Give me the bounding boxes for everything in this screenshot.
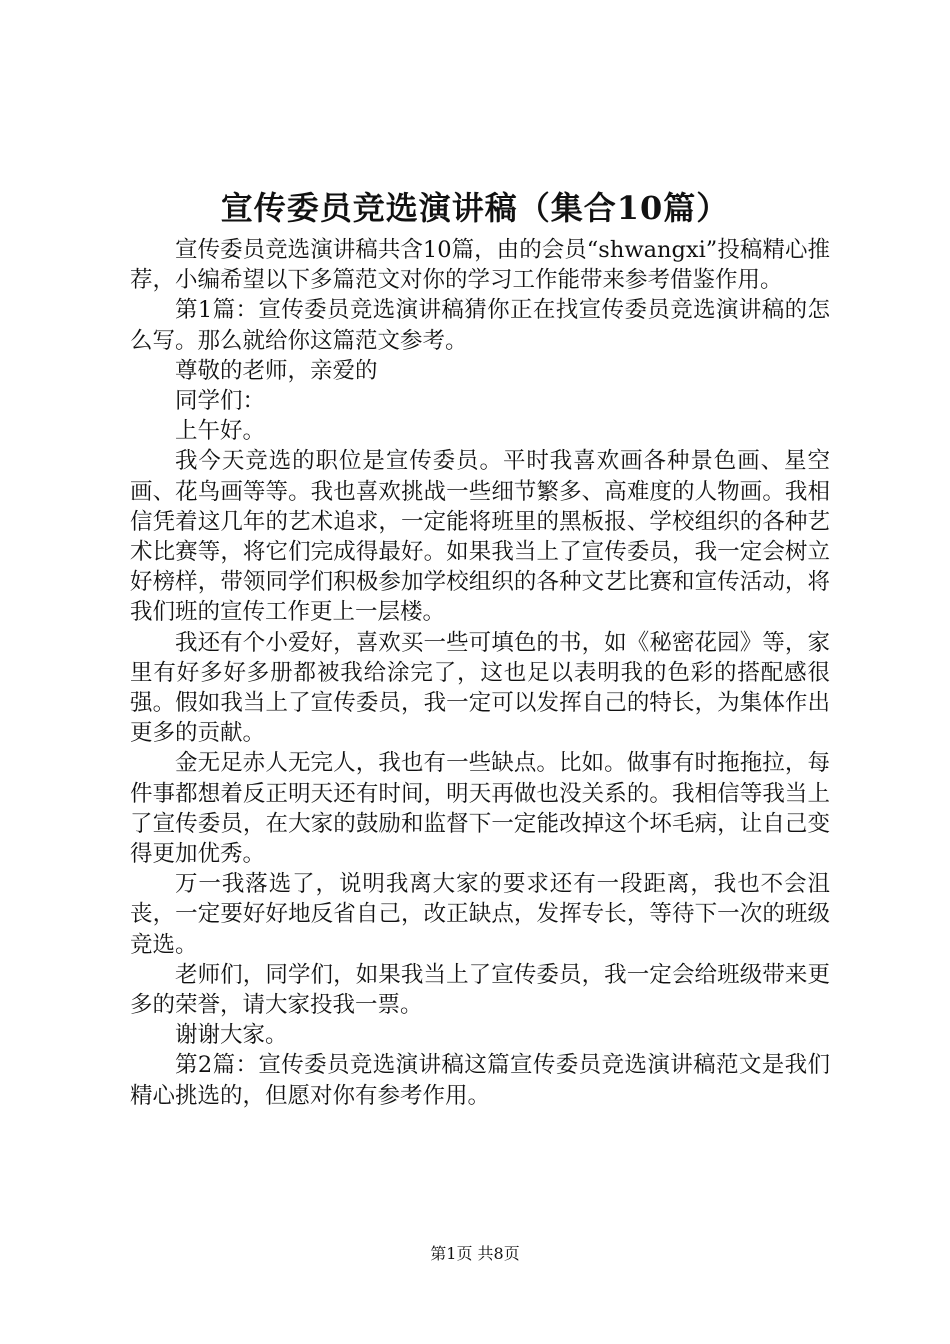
paragraph-article-1-heading: 第1篇：宣传委员竞选演讲稿猜你正在找宣传委员竞选演讲稿的怎么写。那么就给你这篇范文参考。 xyxy=(130,297,830,354)
paragraph-body-5: 老师们，同学们，如果我当上了宣传委员，我一定会给班级带来更多的荣誉，请大家投我一票。 xyxy=(130,961,830,1019)
paragraph-body-2: 我还有个小爱好，喜欢买一些可填色的书，如《秘密花园》等，家里有好多好多册都被我给涂完了，这也足以表明我的色彩的搭配感很强。假如我当上了宣传委员，我一定可以发挥自己的特长，为集体作出更多的贡献。 xyxy=(130,629,830,747)
document-title: 宣传委员竞选演讲稿（集合10篇） xyxy=(220,189,730,227)
paragraph-body-3: 金无足赤人无完人，我也有一些缺点。比如。做事有时拖拖拉，每件事都想着反正明天还有时间，明天再做也没关系的。我相信等我当上了宣传委员，在大家的鼓励和监督下一定能改掉这个坏毛病，让自己变得更加优秀。 xyxy=(130,750,830,868)
paragraph-body-4: 万一我落选了，说明我离大家的要求还有一段距离，我也不会沮丧，一定要好好地反省自己，改正缺点，发挥专长，等待下一次的班级竞选。 xyxy=(130,871,830,958)
paragraph-greeting: 上午好。 xyxy=(175,418,266,445)
paragraph-salutation-1: 尊敬的老师，亲爱的 xyxy=(175,357,378,384)
paragraph-salutation-2: 同学们： xyxy=(175,388,266,415)
paragraph-article-2-heading: 第2篇：宣传委员竞选演讲稿这篇宣传委员竞选演讲稿范文是我们精心挑选的，但愿对你有参考作用。 xyxy=(130,1052,830,1109)
paragraph-intro: 宣传委员竞选演讲稿共含10篇，由的会员“shwangxi”投稿精心推荐，小编希望以下多篇范文对你的学习工作能带来参考借鉴作用。 xyxy=(130,237,830,294)
page-footer: 第1页 共8页 xyxy=(430,1244,520,1263)
paragraph-body-1: 我今天竞选的职位是宣传委员。平时我喜欢画各种景色画、星空画、花鸟画等等。我也喜欢挑战一些细节繁多、高难度的人物画。我相信凭着这几年的艺术追求，一定能将班里的黑板报、学校组织的各种艺术比赛等，将它们完成得最好。如果我当上了宣传委员，我一定会树立好榜样，带领同学们积极参加学校组织的各种文艺比赛和宣传活动，将我们班的宣传工作更上一层楼。 xyxy=(130,448,830,626)
paragraph-thanks: 谢谢大家。 xyxy=(175,1022,288,1049)
document-body xyxy=(130,235,830,1111)
